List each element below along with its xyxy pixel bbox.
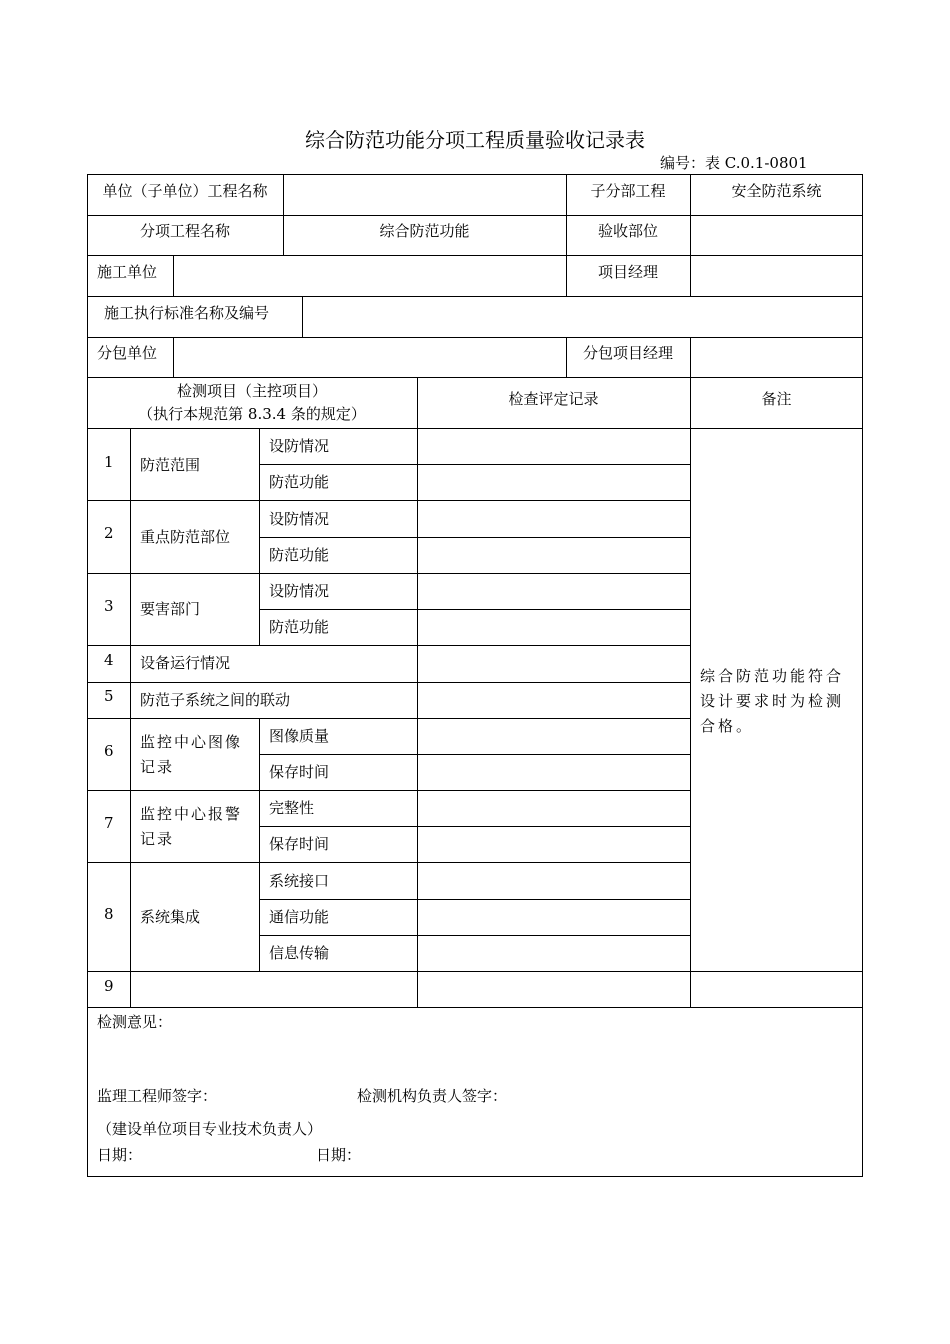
row-sub-item: 防范功能	[269, 546, 330, 564]
row-divider	[87, 215, 863, 216]
row-sub-item: 设防情况	[269, 582, 330, 600]
items-header-note: （执行本规范第 8.3.4 条的规定）	[138, 405, 366, 423]
row-item-name: 重点防范部位	[140, 528, 231, 546]
row-sub-item: 通信功能	[269, 908, 330, 926]
row-divider	[87, 337, 863, 338]
row-divider	[87, 971, 863, 972]
owner-label: （建设单位项目专业技术负责人）	[97, 1120, 323, 1138]
acceptance-part-label: 验收部位	[597, 222, 658, 240]
construction-unit-label: 施工单位	[97, 263, 158, 281]
row-number: 2	[104, 524, 114, 542]
unit-name-label: 单位（子单位）工程名称	[102, 182, 268, 200]
row-number: 1	[104, 453, 114, 471]
row-number: 9	[104, 977, 114, 995]
date-label-right: 日期：	[316, 1146, 362, 1164]
date-label-left: 日期：	[97, 1146, 143, 1164]
col-divider	[690, 337, 691, 377]
col-divider	[302, 296, 303, 337]
row-divider	[259, 935, 691, 936]
row-sub-item: 信息传输	[269, 944, 330, 962]
project-manager-label: 项目经理	[597, 263, 658, 281]
row-divider	[87, 682, 691, 683]
agency-signature-label: 检测机构负责人签字：	[357, 1087, 508, 1105]
row-sub-item: 防范功能	[269, 618, 330, 636]
subcontract-label: 分包单位	[97, 344, 158, 362]
row-number: 8	[104, 905, 114, 923]
row-number: 7	[104, 814, 114, 832]
row-item-name: 监控中心报警记录	[140, 805, 243, 848]
row-sub-item: 设防情况	[269, 510, 330, 528]
form-code: 编号：表 C.0.1-0801	[660, 154, 808, 172]
row-number: 5	[104, 687, 114, 705]
row-divider	[87, 500, 691, 501]
col-divider	[130, 428, 131, 1007]
col-divider	[417, 428, 418, 1007]
row-sub-item: 设防情况	[269, 437, 330, 455]
row-divider	[87, 1007, 863, 1008]
row-item-name: 防范范围	[140, 456, 201, 474]
row-number: 4	[104, 651, 114, 669]
row-item-name: 设备运行情况	[140, 654, 231, 672]
item-name-value: 综合防范功能	[379, 222, 470, 240]
subdivision-label: 子分部工程	[590, 182, 666, 200]
row-number: 3	[104, 597, 114, 615]
item-name-label: 分项工程名称	[139, 222, 230, 240]
row-divider	[259, 537, 691, 538]
row-divider	[259, 899, 691, 900]
row-item-name: 系统集成	[140, 908, 201, 926]
subcontract-manager-label: 分包项目经理	[582, 344, 673, 362]
row-divider	[87, 296, 863, 297]
record-header: 检查评定记录	[508, 390, 599, 408]
row-divider	[87, 377, 863, 378]
remark-text: 综合防范功能符合设计要求时为检测合格。	[700, 667, 845, 735]
row-sub-item: 完整性	[269, 799, 315, 817]
row-sub-item: 防范功能	[269, 473, 330, 491]
row-number: 6	[104, 742, 114, 760]
row-divider	[259, 826, 691, 827]
row-divider	[87, 790, 691, 791]
row-sub-item: 保存时间	[269, 763, 330, 781]
remark-header: 备注	[761, 390, 792, 408]
row-item-name: 要害部门	[140, 600, 201, 618]
row-divider	[259, 464, 691, 465]
col-divider	[259, 718, 260, 971]
col-divider	[283, 174, 284, 255]
col-divider	[173, 337, 174, 377]
page-title: 综合防范功能分项工程质量验收记录表	[305, 128, 645, 152]
items-header: 检测项目（主控项目）	[176, 382, 327, 400]
row-divider	[87, 645, 691, 646]
col-divider	[690, 377, 691, 1007]
opinion-label: 检测意见：	[97, 1013, 173, 1031]
row-divider	[87, 862, 691, 863]
row-sub-item: 系统接口	[269, 872, 330, 890]
row-item-name: 监控中心图像记录	[140, 733, 243, 776]
row-divider	[259, 609, 691, 610]
row-item-name: 防范子系统之间的联动	[140, 691, 291, 709]
row-divider	[87, 428, 863, 429]
standard-label: 施工执行标准名称及编号	[104, 304, 270, 322]
row-sub-item: 图像质量	[269, 727, 330, 745]
supervisor-signature-label: 监理工程师签字：	[97, 1087, 218, 1105]
row-sub-item: 保存时间	[269, 835, 330, 853]
col-divider	[259, 428, 260, 645]
row-divider	[87, 718, 691, 719]
subdivision-value: 安全防范系统	[731, 182, 822, 200]
row-divider	[259, 754, 691, 755]
row-divider	[87, 255, 863, 256]
row-divider	[87, 573, 691, 574]
col-divider	[173, 255, 174, 296]
